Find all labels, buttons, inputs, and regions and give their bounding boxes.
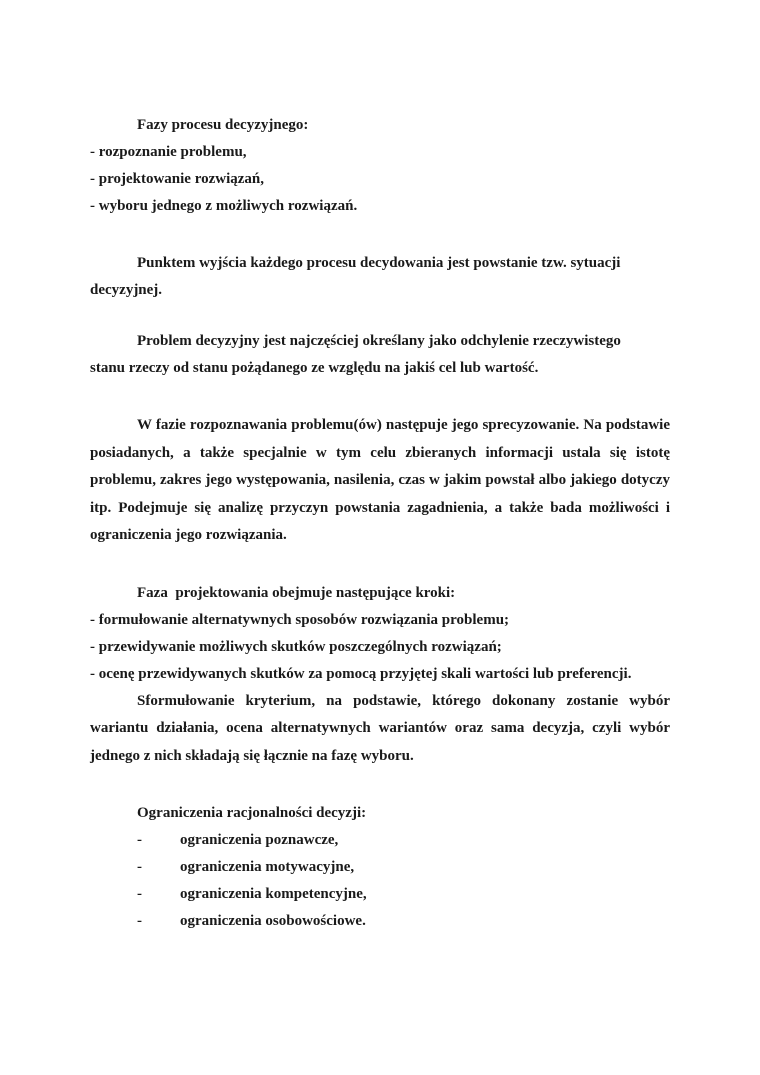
paragraph-choice-text: Sformułowanie kryterium, na podstawie, którego dokonany zostanie wybór wariantu działania, ocena alternatywnych wariantów oraz sama decyzja, czyli wybór jednego z nich składają się łącznie na fazę wyboru. [90,692,670,764]
list-dash: - [137,832,142,848]
list-item: - formułowanie alternatywnych sposobów rozwiązania problemu; [90,611,510,628]
list-item-text: ograniczenia motywacyjne, [180,859,355,875]
section-heading-limits: Ograniczenia racjonalności decyzji: [137,805,367,821]
list-item [90,881,670,908]
list-item [90,908,670,935]
paragraph-start-line-1: Punktem wyjścia każdego procesu decydowania jest powstanie tzw. sytuacji [137,255,621,271]
list-item [90,854,670,881]
spacer [90,382,670,412]
list-dash: - [137,913,142,929]
list-dash: - [137,886,142,902]
list-item-text: ograniczenia poznawcze, [180,832,339,848]
list-item-text: ograniczenia kompetencyjne, [180,886,367,902]
spacer [90,220,670,250]
list-item [90,827,670,854]
paragraph-recognition [90,412,670,550]
list-item: - przewidywanie możliwych skutków poszczególnych rozwiązań; [90,638,502,655]
paragraph-choice [90,688,670,771]
paragraph-problem-line-1: Problem decyzyjny jest najczęściej określany jako odchylenie rzeczywistego [137,333,621,349]
list-item: - rozpoznanie problemu, [90,144,247,160]
section-heading-phases: Fazy procesu decyzyjnego: [137,117,309,133]
list-item: - wyboru jednego z możliwych rozwiązań. [90,198,358,214]
section-heading-design: Faza projektowania obejmuje następujące kroki: [137,584,456,601]
document-page [90,112,670,935]
list-item: - ocenę przewidywanych skutków za pomocą przyjętej skali wartości lub preferencji. [90,665,632,682]
paragraph-start-line-2: decyzyjnej. [90,282,163,298]
spacer [90,550,670,580]
spacer [90,304,670,328]
spacer [90,770,670,800]
paragraph-recognition-text: W fazie rozpoznawania problemu(ów) następuje jego sprecyzowanie. Na podstawie posiadanych, a także specjalnie w tym celu zbieranych informacji ustala się istotę problemu, zakres jego występowania, nasilenia, czas w jakim powstał albo jakiego dotyczy itp. Podejmuje się analizę przyczyn powstania zagadnienia, a także bada możliwości i ograniczenia jego rozwiązania. [90,417,670,543]
paragraph-problem-line-2: stanu rzeczy od stanu pożądanego ze względu na jakiś cel lub wartość. [90,360,539,376]
list-item-text: ograniczenia osobowościowe. [180,913,366,929]
list-item: - projektowanie rozwiązań, [90,171,265,187]
list-dash: - [137,859,142,875]
